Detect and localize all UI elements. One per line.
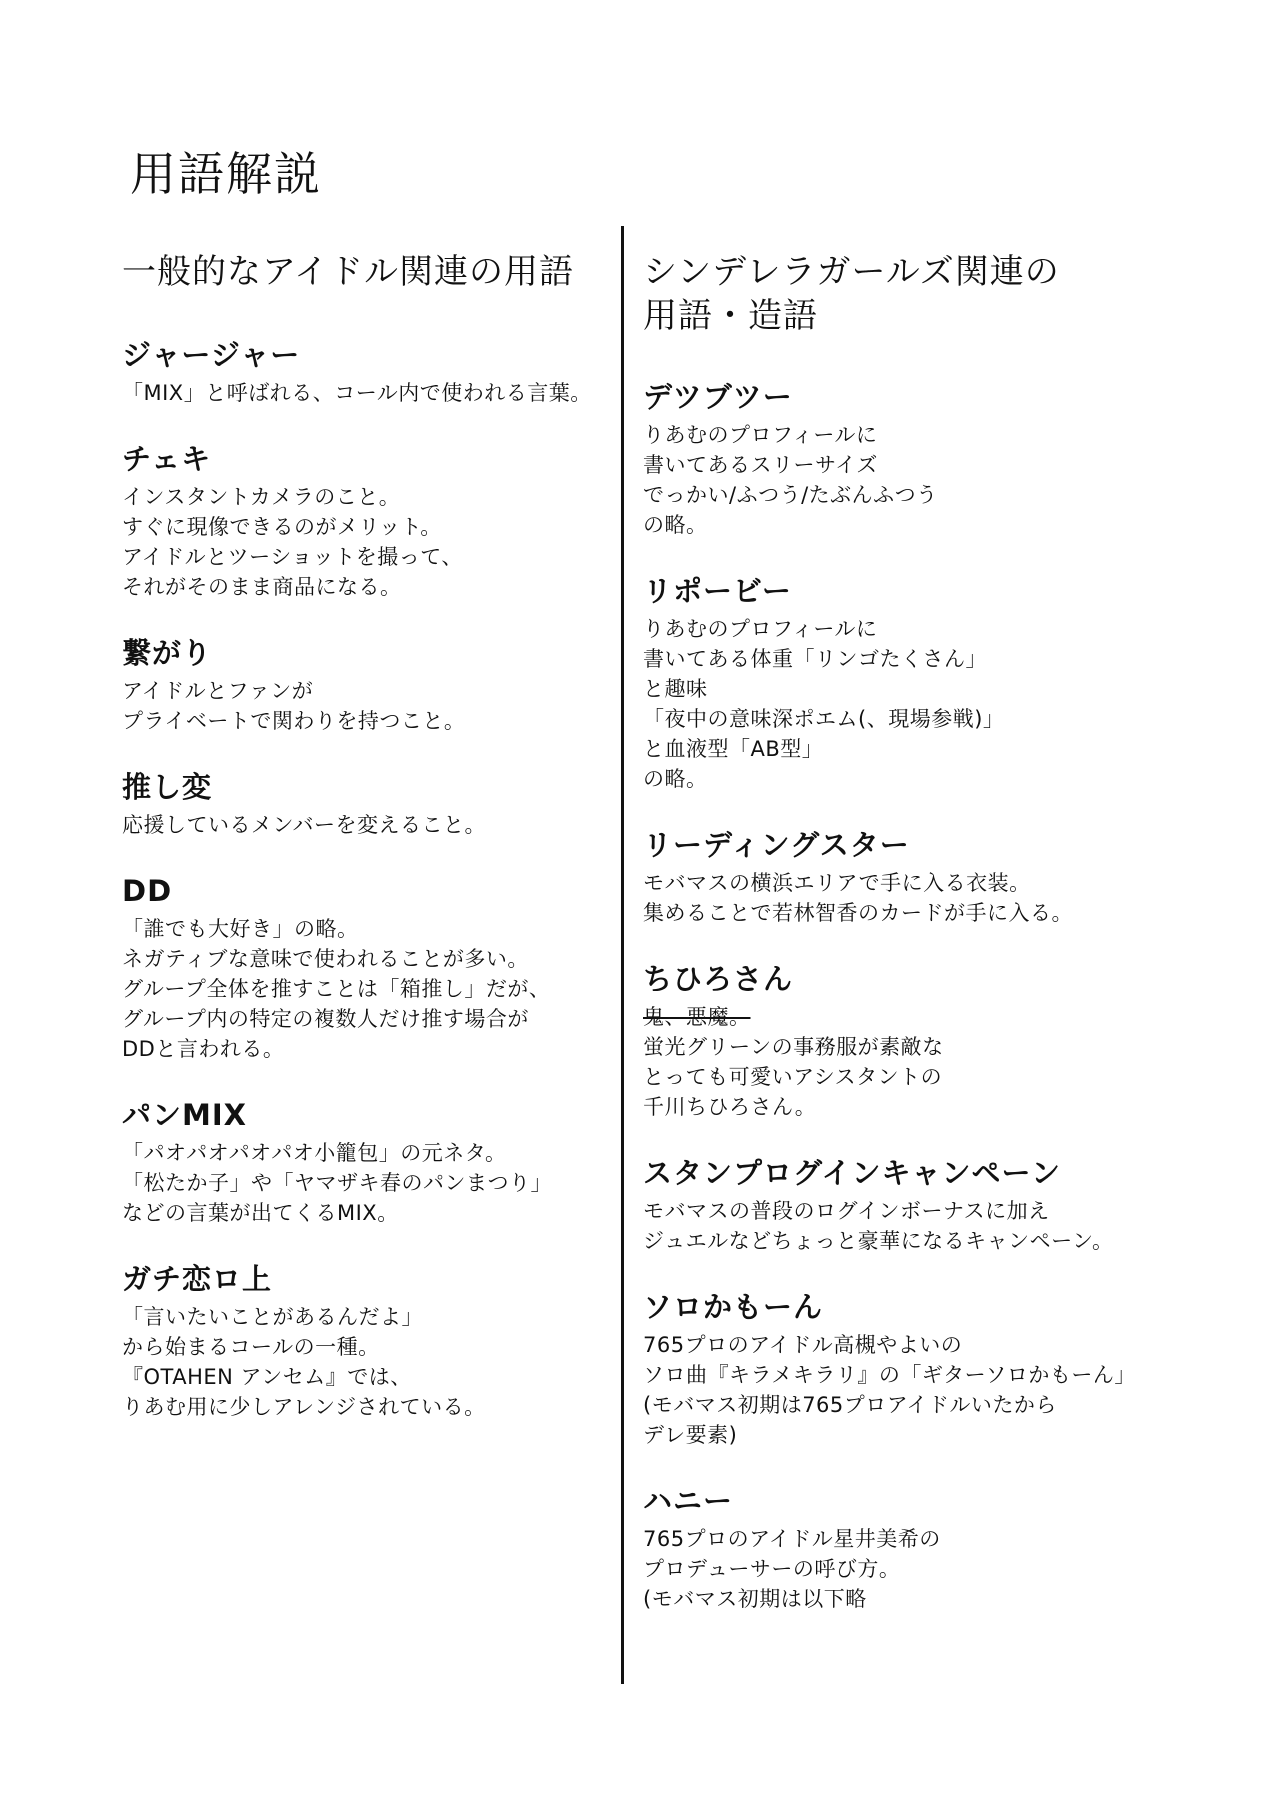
- page-title: 用語解説: [130, 147, 322, 201]
- term-entry: [122, 440, 612, 602]
- term-description: インスタントカメラのこと。 すぐに現像できるのがメリット。 アイドルとツーショットを撮って、 それがそのまま商品になる。: [122, 485, 463, 599]
- term-list: [122, 336, 612, 1422]
- general-idol-terms-column: [122, 250, 612, 1454]
- term-entry: [643, 378, 1263, 540]
- term-description: 765プロのアイドル星井美希の プロデューサーの呼び方。 (モバマス初期は以下略: [643, 1527, 941, 1611]
- term-entry: [643, 1482, 1263, 1614]
- term-entry: [643, 1288, 1263, 1450]
- term-entry: [122, 1260, 612, 1422]
- term-name: パンMIX: [122, 1098, 248, 1132]
- term-name: チェキ: [122, 442, 212, 476]
- term-name: ジャージャー: [122, 338, 301, 372]
- column-heading: 一般的なアイドル関連の用語: [122, 252, 574, 292]
- term-name: 推し変: [122, 770, 213, 804]
- term-description: 「MIX」と呼ばれる、コール内で使われる言葉。: [122, 381, 592, 405]
- column-heading: シンデレラガールズ関連の 用語・造語: [643, 252, 1060, 336]
- term-description: 「言いたいことがあるんだよ」 から始まるコールの一種。 『OTAHEN アンセム』では、 りあむ用に少しアレンジされている。: [122, 1305, 486, 1419]
- term-description: りあむのプロフィールに 書いてあるスリーサイズ でっかい/ふつう/たぶんふつう の略。: [643, 423, 938, 537]
- term-entry: [643, 826, 1263, 928]
- term-name: DD: [122, 874, 173, 908]
- term-description: アイドルとファンが プライベートで関わりを持つこと。: [122, 679, 466, 733]
- term-name: スタンプログインキャンペーン: [643, 1156, 1061, 1190]
- term-description: モバマスの横浜エリアで手に入る衣装。 集めることで若林智香のカードが手に入る。: [643, 871, 1073, 925]
- term-entry: [643, 572, 1263, 794]
- term-description: モバマスの普段のログインボーナスに加え ジュエルなどちょっと豪華になるキャンペーン。: [643, 1199, 1114, 1253]
- term-entry: [122, 634, 612, 736]
- column-divider: [621, 226, 624, 1684]
- term-description: 「誰でも大好き」の略。 ネガティブな意味で使われることが多い。 グループ全体を推すことは「箱推し」だが、 グループ内の特定の複数人だけ推す場合が DDと言われる。: [122, 917, 551, 1061]
- term-name: ガチ恋ロ上: [122, 1262, 273, 1296]
- term-description: 蛍光グリーンの事務服が素敵な とっても可愛いアシスタントの 千川ちひろさん。: [643, 1035, 944, 1119]
- term-name: デツブツー: [643, 380, 793, 414]
- term-description: 「パオパオパオパオ小籠包」の元ネタ。 「松たか子」や「ヤマザキ春のパンまつり」 などの言葉が出てくるMIX。: [122, 1141, 552, 1225]
- term-name: ちひろさん: [643, 962, 794, 996]
- term-entry: [122, 1096, 612, 1228]
- term-entry: [122, 872, 612, 1064]
- term-description: 765プロのアイドル高槻やよいの ソロ曲『キラメキラリ』の「ギターソロかもーん」 (モバマス初期は765プロアイドルいたから デレ要素): [643, 1333, 1136, 1447]
- term-entry: [643, 1154, 1263, 1256]
- term-name: 繋がり: [122, 636, 213, 670]
- term-name: リーディングスター: [643, 828, 910, 862]
- term-name: リポービー: [643, 574, 792, 608]
- term-name: ハニー: [643, 1484, 734, 1518]
- term-description: 応援しているメンバーを変えること。: [122, 813, 487, 837]
- term-entry: [122, 768, 612, 840]
- term-description: りあむのプロフィールに 書いてある体重「リンゴたくさん」 と趣味 「夜中の意味深ポエム(、現場参戦)」 と血液型「AB型」 の略。: [643, 617, 1005, 791]
- term-name: ソロかもーん: [643, 1290, 824, 1324]
- cinderella-terms-column: [643, 250, 1263, 1646]
- struck-text: 鬼、悪魔。: [643, 1005, 751, 1029]
- term-entry: [122, 336, 612, 408]
- term-list: [643, 378, 1263, 1614]
- term-entry: [643, 960, 1263, 1122]
